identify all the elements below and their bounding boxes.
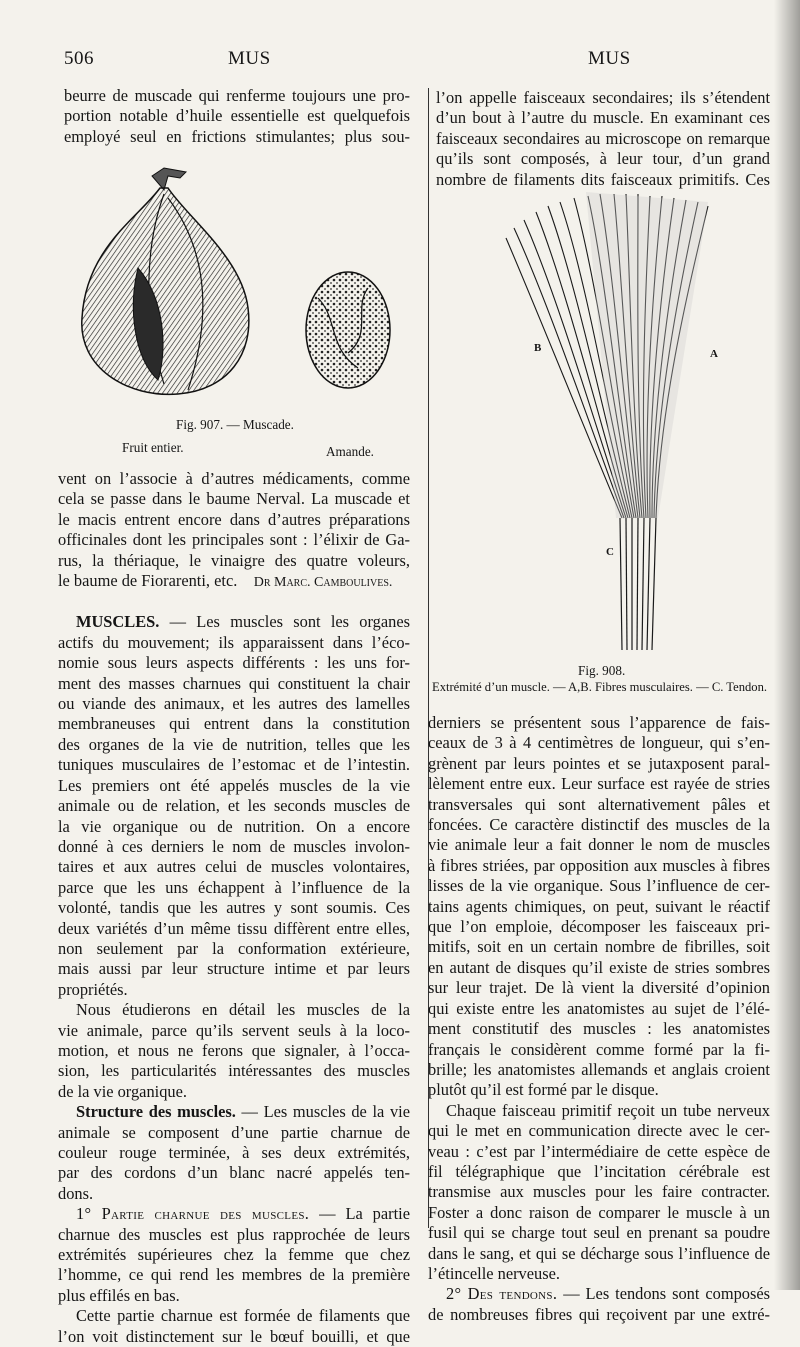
figure-908-muscle-illustration bbox=[496, 188, 756, 658]
text-line: l’on appelle faisceaux secondaires; ils s’étendent bbox=[436, 88, 770, 107]
subheading-structure: Structure des muscles. bbox=[76, 1102, 236, 1122]
text-line: à fibres striées, par opposition aux muscles à fibres bbox=[428, 855, 770, 875]
text-line: vie animale, parce qu’ils servent seuls à la loco- bbox=[58, 1020, 410, 1040]
text-line: qui existe entre les anatomistes au sujet de l’élé- bbox=[428, 998, 770, 1018]
text-line: des organes de la vie de nutrition, telles que les bbox=[58, 734, 410, 754]
text-line: sion, les particularités intéressantes des muscles bbox=[58, 1061, 410, 1081]
figure-907-label-kernel: Amande. bbox=[326, 444, 374, 459]
text-line: l’homme, ce qui rend les membres de la première bbox=[58, 1265, 410, 1285]
text-line: Foster a donc raison de comparer le muscle à un bbox=[428, 1202, 770, 1222]
text-line: ment constitutif des muscles : les anatomistes bbox=[428, 1019, 770, 1039]
text-fragment: — La partie bbox=[319, 1204, 410, 1224]
text-line: lisses de la vie organique. Sous l’influence de cer- bbox=[428, 876, 770, 896]
text-line: qui le met en communication directe avec le cer- bbox=[428, 1121, 770, 1141]
text-line: beurre de muscade qui renferme toujours une pro- bbox=[64, 86, 410, 105]
kernel bbox=[306, 272, 390, 388]
text-line: Nous étudierons en détail les muscles de la bbox=[76, 1000, 410, 1020]
text-line: faisceaux secondaires au microscope on remarque bbox=[436, 128, 770, 148]
figure-908-label-c: C bbox=[606, 546, 614, 558]
whole-fruit bbox=[82, 168, 249, 394]
text-line: derniers se présentent sous l’apparence de fais- bbox=[428, 713, 770, 732]
text-line: portion notable d’huile essentielle est quelquefois bbox=[64, 106, 410, 126]
text-line: veau : c’est par l’intermédiaire de cette espèce de bbox=[428, 1141, 770, 1161]
text-line: rus, la thériaque, le vinaigre des quatre voleurs, bbox=[58, 550, 410, 570]
subheading-part-2: 2° Des tendons. bbox=[446, 1284, 558, 1304]
left-column-body bbox=[58, 469, 410, 1347]
figure-907-caption: Fig. 907. — Muscade. bbox=[176, 417, 294, 432]
text-line: fil télégraphique que l’incitation cérébrale est bbox=[428, 1161, 770, 1181]
text-line: membraneuses qui entrent dans la constitution bbox=[58, 714, 410, 734]
text-line: français le considèrent comme formé par la fi- bbox=[428, 1039, 770, 1059]
text-line: animale se composent d’une partie charnue de bbox=[58, 1122, 410, 1142]
figure-908-label-a: A bbox=[710, 348, 718, 360]
text-line: Chaque faisceau primitif reçoit un tube nerveux bbox=[446, 1100, 770, 1120]
text-fragment: — Les tendons sont composés bbox=[563, 1284, 770, 1304]
text-line: foncées. Ce caractère distinctif des muscles de la bbox=[428, 815, 770, 835]
left-column-top bbox=[64, 86, 410, 147]
text-line: extrémités supérieures chez la femme que chez bbox=[58, 1245, 410, 1265]
text-line: grènent par leurs pointes et se jutaxposent paral- bbox=[428, 753, 770, 773]
text-line: ceaux de 3 à 4 centimètres de longueur, qui s’en- bbox=[428, 733, 770, 753]
text-line: cela se passe dans le baume Nerval. La muscade et bbox=[58, 489, 410, 509]
author-signature: Dr Marc. Camboulives. bbox=[253, 575, 393, 591]
text-line bbox=[58, 612, 410, 632]
entry-heading-muscles: MUSCLES. bbox=[76, 612, 160, 632]
text-line: Cette partie charnue est formée de filaments que bbox=[76, 1306, 410, 1326]
text-line: propriétés. bbox=[58, 979, 128, 999]
text-line bbox=[58, 1102, 410, 1122]
text-line: par des cordons d’un blanc nacré appelés ten- bbox=[58, 1163, 410, 1183]
text-line bbox=[58, 1204, 410, 1224]
text-line: mais aussi par leur structure intime et par leurs bbox=[58, 959, 410, 979]
text-fragment: le baume de Fiorarenti, etc. bbox=[58, 571, 238, 591]
text-line: officinales dont les principales sont : l’élixir de Ga- bbox=[58, 530, 410, 550]
page-number: 506 bbox=[64, 48, 94, 69]
text-line: brille; les anatomistes allemands et anglais croient bbox=[428, 1059, 770, 1079]
text-line: nombre de filaments dits faisceaux primitifs. Ces bbox=[436, 169, 770, 189]
text-line: qu’ils sont composés, à leur tour, d’un grand bbox=[436, 149, 770, 169]
text-line: d’un bout à l’autre du muscle. En examinant ces bbox=[436, 108, 770, 128]
text-line: lèlement entre eux. Leur surface est rayée de stries bbox=[428, 774, 770, 794]
text-line: charnue des muscles est plus rapprochée de leurs bbox=[58, 1224, 410, 1244]
text-line: volonté, tandis que les autres y sont soumis. Ces bbox=[58, 898, 410, 918]
text-line: transmise aux muscles pour les faire contracter. bbox=[428, 1182, 770, 1202]
text-line: employé seul en frictions stimulantes; plus sou- bbox=[64, 126, 410, 146]
text-line: animale ou de relation, et les seconds muscles de bbox=[58, 796, 410, 816]
text-line: en autant de disques qu’il existe de stries sombres bbox=[428, 957, 770, 977]
text-line: vent on l’associe à d’autres médicaments, comme bbox=[58, 469, 410, 488]
right-column-body bbox=[428, 713, 770, 1325]
figure-907-label-fruit: Fruit entier. bbox=[122, 440, 184, 455]
text-line: l’étincelle nerveuse. bbox=[428, 1263, 560, 1283]
text-line: transversales qui sont alternativement pâles et bbox=[428, 794, 770, 814]
figure-908-caption: Extrémité d’un muscle. — A,B. Fibres musculaires. — C. Tendon. bbox=[432, 680, 768, 694]
text-line: mitifs, soit en un certain nombre de fibrilles, soit bbox=[428, 937, 770, 957]
text-line: plutôt qu’il est formé par le disque. bbox=[428, 1080, 659, 1100]
text-line: la vie organique ou de nutrition. On a encore bbox=[58, 816, 410, 836]
figure-907-nutmeg-illustration bbox=[68, 158, 408, 458]
text-line: de la vie organique. bbox=[58, 1081, 187, 1101]
text-line: motion, et nous ne ferons que signaler, à l’occa- bbox=[58, 1040, 410, 1060]
text-line: tains agents chimiques, on peut, suivant le réactif bbox=[428, 896, 770, 916]
text-line: parce que les uns échappent à l’influence de la bbox=[58, 877, 410, 897]
figure-908-number: Fig. 908. bbox=[578, 663, 626, 678]
figure-908-label-b: B bbox=[534, 342, 542, 354]
text-line: ou viande des animaux, et les autres des lamelles bbox=[58, 694, 410, 714]
text-fragment: — Les muscles sont les organes bbox=[169, 612, 410, 632]
text-line: de nombreuses fibres qui reçoivent par une extré- bbox=[428, 1304, 770, 1324]
text-line: dons. bbox=[58, 1183, 94, 1203]
text-line: ment des masses charnues qui constituent la chair bbox=[58, 673, 410, 693]
text-fragment: — Les muscles de la vie bbox=[241, 1102, 410, 1122]
text-line: actifs du mouvement; ils apparaissent dans l’éco- bbox=[58, 632, 410, 652]
text-line: l’on voit distinctement sur le bœuf bouilli, et que bbox=[58, 1326, 410, 1346]
text-line: vie animale leur a fait donner le nom de muscles bbox=[428, 835, 770, 855]
tendon bbox=[620, 518, 656, 650]
subheading-part-1: 1° Partie charnue des muscles. bbox=[76, 1204, 310, 1224]
text-line: dans le sang, et qui se décharge sous l’influence de bbox=[428, 1243, 770, 1263]
text-line: Les premiers ont été appelés muscles de la vie bbox=[58, 775, 410, 795]
text-line: sur leur trajet. De là vient la diversité d’opinion bbox=[428, 978, 770, 998]
text-line: non seulement par la conformation extérieure, bbox=[58, 938, 410, 958]
text-line: tuniques musculaires de l’estomac et de l’intestin. bbox=[58, 755, 410, 775]
text-line bbox=[428, 1284, 770, 1304]
text-line: fusil qui se charge tout seul en prenant sa poudre bbox=[428, 1223, 770, 1243]
right-column-top bbox=[436, 88, 770, 190]
running-title-right: MUS bbox=[588, 48, 631, 69]
running-title-left: MUS bbox=[228, 48, 271, 69]
text-line-with-signature bbox=[58, 571, 410, 593]
text-line: le macis entrent encore dans d’autres préparations bbox=[58, 509, 410, 529]
page-edge-shadow bbox=[774, 0, 800, 1290]
text-line: nomie sous leurs aspects différents : les uns for- bbox=[58, 653, 410, 673]
text-line: deux variétés d’un même tissu diffèrent entre elles, bbox=[58, 918, 410, 938]
text-line: que l’on emploie, décomposer les faisceaux pri- bbox=[428, 917, 770, 937]
text-line: plus effilés en bas. bbox=[58, 1285, 180, 1305]
text-line: taires et aux autres celui de muscles volontaires, bbox=[58, 857, 410, 877]
text-line: couleur rouge terminée, à ses deux extrémités, bbox=[58, 1143, 410, 1162]
text-line: donné à ces derniers le nom de muscles involon- bbox=[58, 836, 410, 856]
